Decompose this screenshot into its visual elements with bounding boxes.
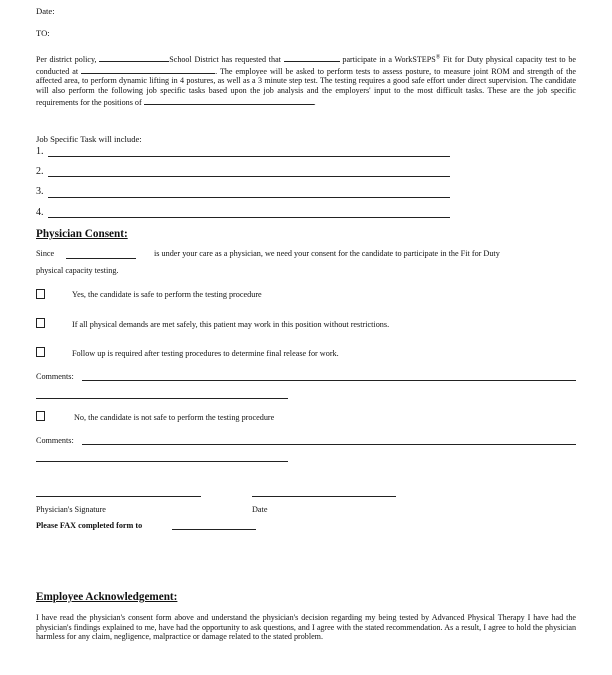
yes-safe-checkbox[interactable]	[36, 289, 45, 299]
signature-date-line[interactable]	[252, 496, 396, 497]
physician-consent-heading: Physician Consent:	[36, 228, 128, 240]
task-line-4[interactable]	[48, 217, 450, 218]
fax-label: Please FAX completed form to	[36, 521, 143, 530]
registered-mark: ®	[435, 54, 441, 61]
not-safe-label: No, the candidate is not safe to perform the testing procedure	[74, 413, 275, 422]
task-line-1[interactable]	[48, 156, 450, 157]
fax-number-field[interactable]	[172, 529, 256, 530]
no-restrictions-checkbox[interactable]	[36, 318, 45, 328]
task-line-2[interactable]	[48, 176, 450, 177]
task-number: 4.	[36, 207, 44, 218]
since-label: Since	[36, 249, 55, 258]
date-label: Date:	[36, 6, 55, 16]
task-number: 2.	[36, 166, 44, 177]
consent-text: is under your care as a physician, we need your consent for the candidate to participate in the Fit for Duty	[154, 249, 500, 258]
comments-line-4[interactable]	[36, 461, 288, 462]
intro-text-4: Fit for Duty physical capacity test to be conducted at	[36, 55, 576, 76]
comments-line-1[interactable]	[82, 380, 576, 381]
positions-field[interactable]	[144, 96, 314, 105]
intro-text-1: Per district policy,	[36, 55, 100, 64]
tasks-label: Job Specific Task will include:	[36, 134, 142, 144]
comments-label-2: Comments:	[36, 436, 74, 445]
consent-text-cont: physical capacity testing.	[36, 266, 119, 275]
comments-line-3[interactable]	[82, 444, 576, 445]
intro-text-3: participate in a WorkSTEPS	[339, 55, 436, 64]
intro-paragraph	[36, 53, 576, 108]
option-label: Yes, the candidate is safe to perform the testing procedure	[72, 290, 262, 299]
option-label: Follow up is required after testing procedures to determine final release for work.	[72, 349, 339, 358]
employee-ack-text: I have read the physician's consent form above and understand the physician's decision regarding my being tested by Advanced Physical Therapy I have had the physician's findings explained to me, have had the opportunity to ask questions, and I agree with the stated recommendation. As a result, I agree to hold the physician harmless for any claim, negligence, malpractice or damage related to the stated problem.	[36, 613, 576, 642]
comments-label: Comments:	[36, 372, 74, 381]
signature-line[interactable]	[36, 496, 201, 497]
task-line-3[interactable]	[48, 197, 450, 198]
test-location-field[interactable]	[81, 65, 215, 74]
task-number: 3.	[36, 186, 44, 197]
task-number: 1.	[36, 146, 44, 157]
option-label: If all physical demands are met safely, this patient may work in this position without restrictions.	[72, 320, 390, 329]
signature-label: Physician's Signature	[36, 505, 106, 514]
employee-ack-heading: Employee Acknowledgement:	[36, 591, 178, 603]
intro-text-6: .	[313, 97, 316, 107]
to-label: TO:	[36, 28, 50, 38]
intro-text-5: . The employee will be asked to perform tests to assess posture, to measure joint ROM and strength of the affected area, to perform dynamic lifting in 4 postures, as well as a 3 minute step test. The testing requires a good safe effort under direct supervision. The candidate will also perform the following job specific tasks based upon the job analysis and the employers' input to the most difficult tasks. These are the job specific requirements for the positions of	[36, 66, 576, 107]
comments-line-2[interactable]	[36, 398, 288, 399]
candidate-name-field[interactable]	[284, 53, 340, 62]
intro-text-2: School District has requested that	[169, 55, 284, 64]
signature-date-label: Date	[252, 505, 268, 514]
district-name-field[interactable]	[99, 53, 169, 62]
patient-name-field[interactable]	[66, 258, 136, 259]
not-safe-checkbox[interactable]	[36, 411, 45, 421]
follow-up-checkbox[interactable]	[36, 347, 45, 357]
